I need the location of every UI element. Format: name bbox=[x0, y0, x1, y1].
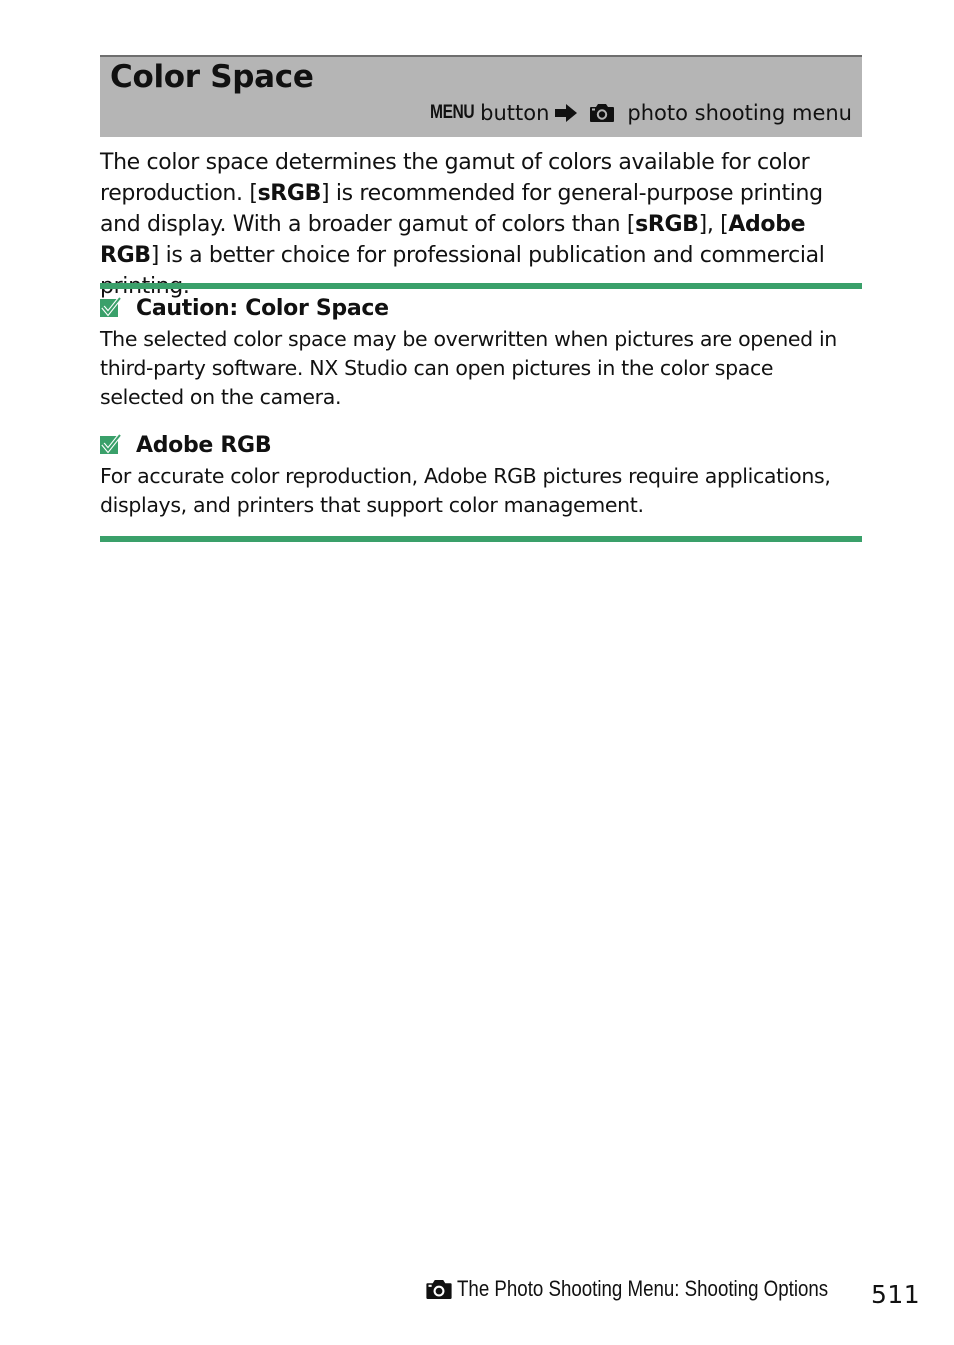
note-adobe-rgb bbox=[100, 430, 862, 520]
note-body: The selected color space may be overwritten when pictures are opened in third-party software. NX Studio can open pictures in the color space selected on the camera. bbox=[100, 327, 837, 409]
arrow-right-icon bbox=[555, 104, 577, 122]
page-number: 511 bbox=[871, 1280, 921, 1309]
intro-text: The color space determines the gamut of colors available for color reproduction. [ bbox=[100, 150, 810, 206]
page-header bbox=[100, 55, 862, 137]
menu-destination: photo shooting menu bbox=[627, 101, 852, 125]
note-divider-bottom bbox=[100, 536, 862, 542]
option-adobe-rgb: Adobe RGB bbox=[100, 212, 806, 268]
menu-navigation-path bbox=[430, 101, 852, 125]
note-title: Caution: Color Space bbox=[136, 295, 389, 321]
note-divider-top bbox=[100, 283, 862, 289]
checkmark-icon bbox=[100, 297, 122, 319]
note-title: Adobe RGB bbox=[136, 432, 272, 458]
camera-icon bbox=[589, 103, 615, 123]
intro-text: ] is recommended for general-purpose printing and display. With a broader gamut of colors than [ bbox=[100, 181, 823, 237]
option-srgb: sRGB bbox=[257, 181, 322, 206]
note-caution-color-space bbox=[100, 293, 862, 412]
checkmark-icon bbox=[100, 434, 122, 456]
camera-icon bbox=[425, 1279, 453, 1300]
option-srgb: sRGB bbox=[635, 212, 699, 237]
footer-section-title: The Photo Shooting Menu: Shooting Options bbox=[457, 1276, 829, 1301]
button-label: button bbox=[480, 101, 550, 125]
footer-section-link[interactable] bbox=[425, 1276, 834, 1302]
menu-button-label: MENU bbox=[430, 102, 475, 123]
page-title: Color Space bbox=[110, 59, 314, 95]
intro-paragraph bbox=[100, 147, 865, 302]
intro-text: ] is a better choice for professional publication and commercial bbox=[150, 243, 825, 268]
intro-text: ], [ bbox=[698, 212, 729, 237]
note-body: For accurate color reproduction, Adobe RGB pictures require applications, displays, and printers that support color management. bbox=[100, 464, 831, 517]
